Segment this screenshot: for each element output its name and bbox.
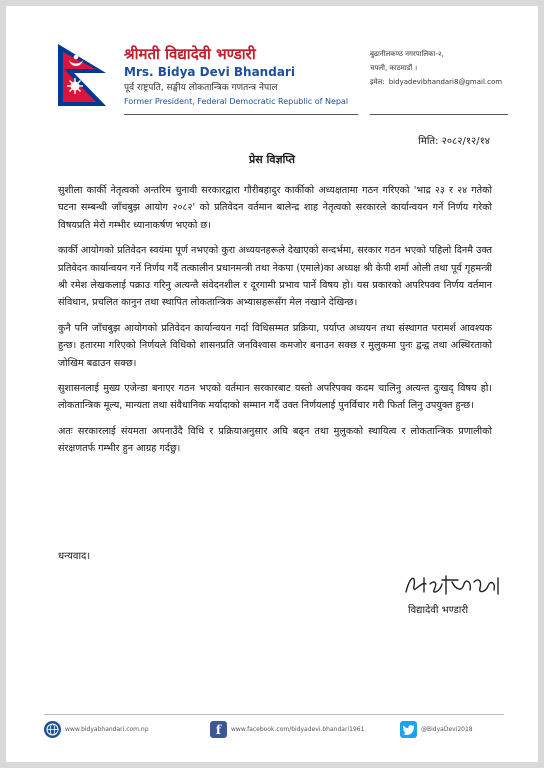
email-address[interactable]: bidyadevibhandari8@gmail.com: [388, 78, 503, 86]
email-label: इमेल:: [370, 78, 385, 86]
letterhead-identity: [124, 44, 348, 109]
paragraph: कार्की आयोगको प्रतिवेदन स्वयंमा पूर्ण नभएको कुरा अध्ययनहरूले देखाएको सन्दर्भमा, सरकार गठन भएको पहिलो दिनमै उक्त प्रतिवेदन कार्यान्वयन गर्ने निर्णय गर्दै तत्कालीन प्रधानमन्त्री तथा नेकपा (एमाले)का अध्यक्ष श्री केपी शर्मा ओली तथा पूर्व गृहमन्त्री श्री रमेश लेखकलाई पक्राउ गरिनु अत्यन्तै संवेदनशील र दूरगामी प्रभाव पार्ने विषय हो। यस प्रकारको अपरिपक्व निर्णय वर्तमान संविधान, प्रचलित कानुन तथा स्थापित लोकतान्त्रिक अभ्यासहरूसँग मेल नखाने देखिन्छ।: [58, 245, 492, 309]
footer-website[interactable]: [44, 721, 149, 738]
press-release-page: [6, 6, 538, 762]
facebook-icon: f: [210, 721, 227, 738]
handwritten-signature: [402, 570, 506, 600]
paragraph: कुनै पनि जाँचबुझ आयोगको प्रतिवेदन कार्यान्वयन गर्दा विधिसम्मत प्रक्रिया, पर्याप्त अध्ययन तथा संस्थागत परामर्श आवश्यक हुन्छ। हतारमा गरिएको निर्णयले विधिको शासनप्रति जनविश्वास कमजोर बनाउन सक्छ र मुलुकमा पुनः द्वन्द्व तथा अस्थिरताको जोखिम बढाउन सक्छ।: [58, 322, 492, 369]
nepal-flag-icon: [56, 42, 110, 108]
paragraph: अतः सरकारलाई संयमता अपनाउँदै विधि र प्रक्रियाअनुसार अघि बढ्न तथा मुलुकको स्थायित्व र लोकतान्त्रिक प्रणालीको संरक्षणतर्फ गम्भीर हुन आग्रह गर्दछु।: [58, 425, 492, 455]
footer-divider: [44, 714, 504, 715]
document-heading: प्रेस विज्ञप्ति: [248, 153, 296, 166]
twitter-handle[interactable]: @BidyaDevi2018: [421, 726, 473, 733]
website-link[interactable]: www.bidyabhandari.com.np: [65, 726, 149, 733]
signatory-name: विद्यादेवी भण्डारी: [408, 605, 469, 616]
name-english: Mrs. Bidya Devi Bhandari: [124, 65, 295, 79]
address-line-1: बुढानीलकण्ठ नगरपालिका-२,: [370, 50, 444, 58]
letter-date: मिति: २०८२/१२/१४: [418, 136, 490, 147]
footer-twitter[interactable]: [400, 721, 473, 738]
footer: [44, 721, 504, 743]
name-nepali: श्रीमती विद्यादेवी भण्डारी: [124, 45, 256, 63]
title-nepali: पूर्व राष्ट्रपति, सङ्घीय लोकतान्त्रिक गणतन्त्र नेपाल: [124, 83, 278, 93]
twitter-icon: [400, 721, 417, 738]
letterhead-contact: [370, 47, 502, 89]
globe-icon: [44, 721, 61, 738]
header-divider: [124, 114, 358, 115]
facebook-link[interactable]: www.facebook.com/bidyadevi.bhandari1961: [231, 726, 365, 733]
title-english: Former President, Federal Democratic Republic of Nepal: [124, 97, 349, 106]
body-text: [58, 182, 492, 466]
paragraph: सुशासनलाई मुख्य एजेन्डा बनाएर गठन भएको वर्तमान सरकारबाट यस्तो अपरिपक्व कदम चालिनु अत्यन्त दुःखद् विषय हो। लोकतान्त्रिक मूल्य, मान्यता तथा संवैधानिक मर्यादाको सम्मान गर्दै उक्त निर्णयलाई पुनर्विचार गरी फिर्ता लिनु उपयुक्त हुन्छ।: [58, 383, 492, 412]
closing-text: धन्यवाद।: [58, 551, 91, 562]
email-line: [370, 75, 502, 89]
footer-facebook[interactable]: [210, 721, 364, 738]
address-line-2: चपली, काठमाडौं ।: [370, 64, 418, 72]
header-divider-right: [370, 114, 508, 115]
paragraph: सुशीला कार्की नेतृत्वको अन्तरिम चुनावी सरकारद्वारा गौरीबहादुर कार्कीको अध्यक्षतामा गठन गरिएको 'भाद्र २३ र २४ गतेको घटना सम्बन्धी जाँचबुझ आयोग २०८२' को प्रतिवेदन वर्तमान बालेन्द्र शाह नेतृत्वको सरकारले कार्यान्वयन गर्ने निर्णय गरेको विषयप्रति मेरो गम्भीर ध्यानाकर्षण भएको छ।: [58, 185, 492, 231]
